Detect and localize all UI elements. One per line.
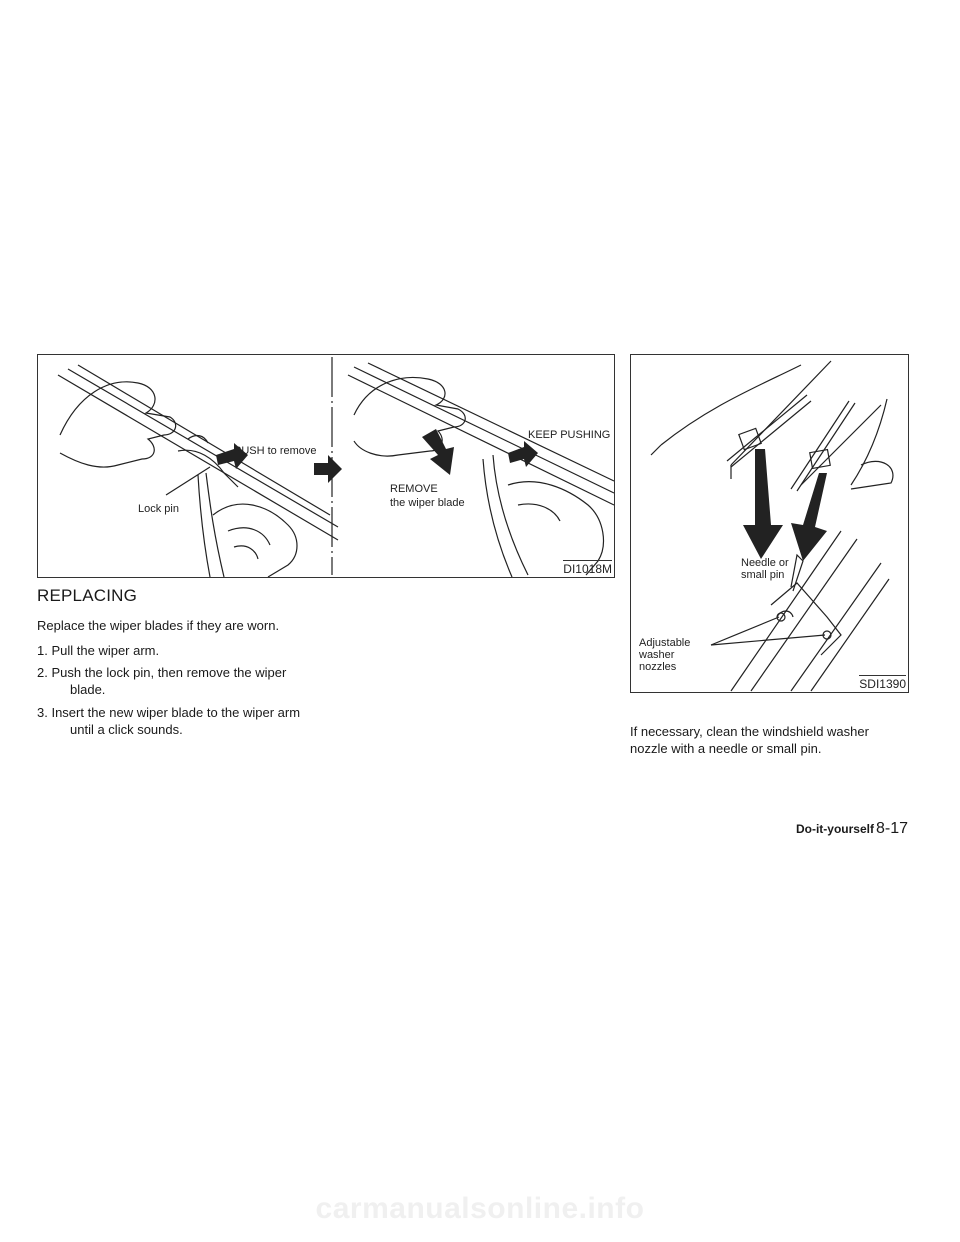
remove-label-line2: the wiper blade [390, 497, 465, 509]
step-1-text: Pull the wiper arm. [51, 643, 160, 658]
wiper-removal-illustration [38, 355, 614, 577]
nozzle-label-line2: washer [639, 649, 675, 661]
page-number: 8-17 [875, 820, 908, 837]
step-3 [37, 704, 327, 738]
wiper-removal-figure [37, 354, 615, 578]
page-footer [796, 820, 908, 838]
lock-pin-label: Lock pin [138, 503, 179, 515]
nozzle-label-line3: nozzles [639, 661, 677, 673]
figure-code-left: DI1018M [563, 562, 612, 576]
step-1-number: 1. [37, 643, 48, 658]
footer-section: Do-it-yourself [795, 822, 874, 836]
step-3-number: 3. [37, 705, 48, 720]
step-2-number: 2. [37, 665, 48, 680]
step-3-line1: Insert the new wiper blade to the wiper arm [51, 705, 301, 720]
needle-label-line2: small pin [741, 569, 785, 581]
needle-label-line1: Needle or [741, 557, 789, 569]
watermark: carmanualsonline.info [315, 1192, 645, 1225]
section-heading: REPLACING [37, 586, 138, 605]
washer-nozzle-figure [630, 354, 909, 693]
step-2-line2: blade. [70, 682, 106, 697]
push-label: PUSH to remove [234, 445, 317, 457]
step-2-line1: Push the lock pin, then remove the wiper [51, 665, 287, 680]
keep-pushing-label: KEEP PUSHING [528, 429, 611, 441]
right-text-line2: nozzle with a needle or small pin. [630, 741, 822, 756]
nozzle-label-line1: Adjustable [639, 637, 691, 649]
intro-text: Replace the wiper blades if they are worn. [37, 618, 280, 633]
right-text-line1: If necessary, clean the windshield washer [630, 724, 869, 739]
step-1 [37, 642, 327, 659]
step-3-line2: until a click sounds. [70, 722, 183, 737]
step-2 [37, 664, 327, 698]
remove-label-line1: REMOVE [390, 483, 438, 495]
figure-code-right: SDI1390 [859, 677, 906, 691]
